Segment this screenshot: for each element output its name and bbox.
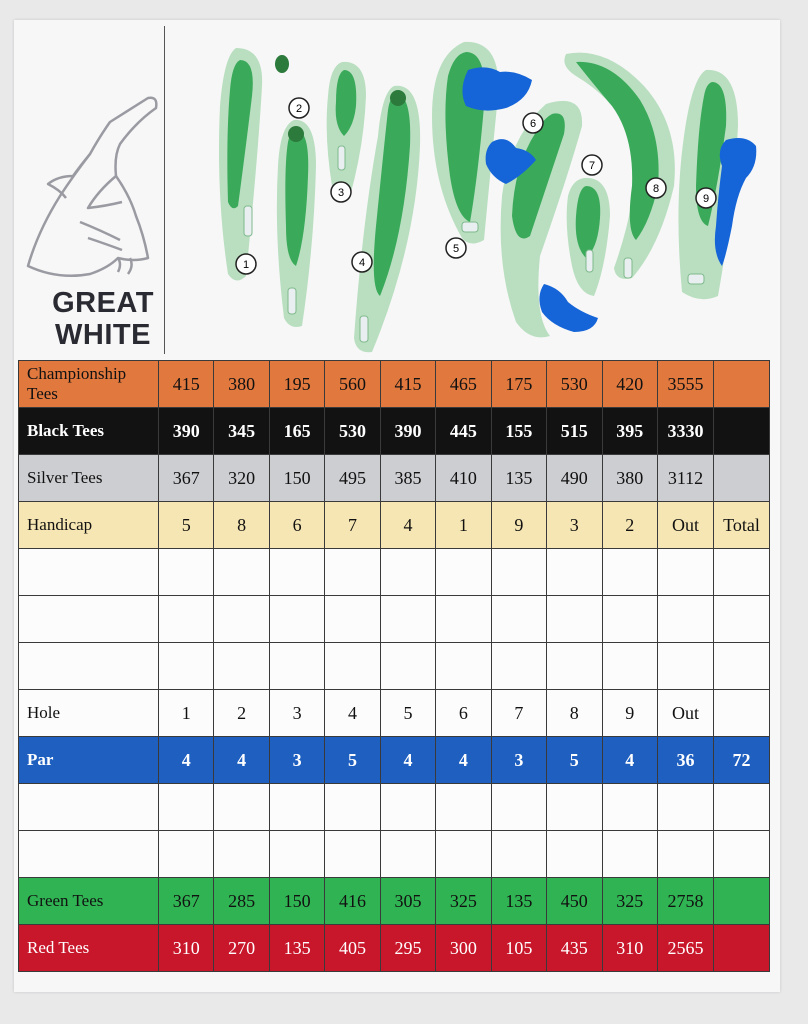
score-cell: 395 — [602, 408, 658, 455]
score-cell: Out — [658, 690, 714, 737]
svg-text:6: 6 — [529, 118, 537, 130]
score-cell: 560 — [325, 361, 380, 408]
hole-marker-6 — [523, 113, 543, 133]
score-cell: 195 — [269, 361, 324, 408]
score-cell: 7 — [491, 690, 546, 737]
score-cell: 5 — [547, 737, 602, 784]
score-cell[interactable] — [159, 643, 214, 690]
score-cell[interactable] — [325, 643, 380, 690]
score-cell: 325 — [436, 878, 491, 925]
score-cell — [714, 455, 770, 502]
score-cell: 415 — [380, 361, 435, 408]
score-cell: 390 — [159, 408, 214, 455]
score-cell — [714, 925, 770, 972]
score-cell: 9 — [491, 502, 546, 549]
score-cell: 416 — [325, 878, 380, 925]
hole-marker-7 — [582, 155, 602, 175]
course-map — [166, 26, 770, 354]
score-cell: 2758 — [658, 878, 714, 925]
score-cell: 380 — [214, 361, 269, 408]
svg-text:2: 2 — [295, 103, 303, 115]
score-cell: 450 — [547, 878, 602, 925]
score-cell[interactable] — [547, 596, 602, 643]
row-hole — [19, 690, 770, 737]
score-cell[interactable] — [547, 643, 602, 690]
score-cell: 410 — [436, 455, 491, 502]
scorecard-table — [18, 360, 770, 972]
score-cell[interactable] — [714, 596, 770, 643]
score-cell: 380 — [602, 455, 658, 502]
score-cell[interactable] — [159, 831, 214, 878]
row-hcp — [19, 502, 770, 549]
score-cell: 3555 — [658, 361, 714, 408]
score-cell: 1 — [436, 502, 491, 549]
row-label: Black Tees — [19, 408, 159, 455]
score-cell: 530 — [325, 408, 380, 455]
score-cell[interactable] — [214, 831, 269, 878]
score-cell[interactable] — [214, 549, 269, 596]
score-cell[interactable] — [491, 549, 546, 596]
score-cell: Out — [658, 502, 714, 549]
score-cell: 2 — [602, 502, 658, 549]
row-blank — [19, 643, 770, 690]
score-cell[interactable] — [269, 643, 324, 690]
score-cell: 390 — [380, 408, 435, 455]
score-cell: 320 — [214, 455, 269, 502]
score-cell: 36 — [658, 737, 714, 784]
hole-marker-2 — [289, 98, 309, 118]
hole-2-layout — [277, 120, 316, 327]
score-cell: 4 — [380, 502, 435, 549]
hole-marker-3 — [331, 182, 351, 202]
score-cell: 3330 — [658, 408, 714, 455]
hole-4-layout — [354, 86, 420, 352]
score-cell[interactable] — [380, 784, 435, 831]
score-cell[interactable] — [380, 643, 435, 690]
score-cell[interactable] — [491, 596, 546, 643]
score-cell[interactable] — [436, 831, 491, 878]
score-cell: 1 — [159, 690, 214, 737]
score-cell: 345 — [214, 408, 269, 455]
score-cell: 530 — [547, 361, 602, 408]
row-label: Hole — [19, 690, 159, 737]
score-cell[interactable] — [436, 643, 491, 690]
svg-text:7: 7 — [588, 160, 596, 172]
score-cell: 465 — [436, 361, 491, 408]
score-cell — [714, 408, 770, 455]
hole-marker-4 — [352, 252, 372, 272]
score-cell: 4 — [325, 690, 380, 737]
hole-7-layout — [567, 178, 610, 296]
score-cell[interactable] — [325, 549, 380, 596]
score-cell[interactable] — [658, 549, 714, 596]
score-cell: 4 — [380, 737, 435, 784]
score-cell[interactable] — [547, 784, 602, 831]
row-label — [19, 549, 159, 596]
score-cell[interactable] — [714, 831, 770, 878]
row-label: Silver Tees — [19, 455, 159, 502]
score-cell: 490 — [547, 455, 602, 502]
score-cell[interactable] — [214, 784, 269, 831]
score-cell: 415 — [159, 361, 214, 408]
score-cell[interactable] — [380, 596, 435, 643]
row-black — [19, 408, 770, 455]
row-champ — [19, 361, 770, 408]
score-cell[interactable] — [714, 643, 770, 690]
score-cell: 8 — [547, 690, 602, 737]
score-cell: 5 — [159, 502, 214, 549]
row-blank — [19, 784, 770, 831]
hole-marker-8 — [646, 178, 666, 198]
row-label — [19, 596, 159, 643]
score-cell[interactable] — [269, 596, 324, 643]
score-cell[interactable] — [380, 831, 435, 878]
score-cell: 515 — [547, 408, 602, 455]
score-cell[interactable] — [658, 596, 714, 643]
shark-logo-icon — [18, 26, 164, 296]
score-cell: 135 — [491, 455, 546, 502]
score-cell — [714, 690, 770, 737]
score-cell: 4 — [436, 737, 491, 784]
score-cell[interactable] — [269, 549, 324, 596]
score-cell: 6 — [269, 502, 324, 549]
score-cell: 310 — [602, 925, 658, 972]
row-silver — [19, 455, 770, 502]
score-cell[interactable] — [602, 784, 658, 831]
row-label — [19, 831, 159, 878]
score-cell[interactable] — [602, 643, 658, 690]
score-cell[interactable] — [436, 549, 491, 596]
score-cell[interactable] — [159, 784, 214, 831]
score-cell[interactable] — [380, 549, 435, 596]
row-blank — [19, 596, 770, 643]
score-cell[interactable] — [325, 784, 380, 831]
hole-marker-9 — [696, 188, 716, 208]
row-label: Handicap — [19, 502, 159, 549]
score-cell: 295 — [380, 925, 435, 972]
svg-text:8: 8 — [652, 183, 660, 195]
score-cell: 325 — [602, 878, 658, 925]
row-label — [19, 643, 159, 690]
score-cell[interactable] — [658, 643, 714, 690]
row-label: Green Tees — [19, 878, 159, 925]
score-cell[interactable] — [159, 549, 214, 596]
row-label: Championship Tees — [19, 361, 159, 408]
score-cell: 4 — [602, 737, 658, 784]
score-cell: 4 — [214, 737, 269, 784]
row-par — [19, 737, 770, 784]
row-label: Par — [19, 737, 159, 784]
score-cell[interactable] — [491, 784, 546, 831]
svg-text:1: 1 — [242, 259, 250, 271]
score-cell: 270 — [214, 925, 269, 972]
hole-9-layout — [678, 70, 756, 299]
score-cell: 165 — [269, 408, 324, 455]
score-cell: 367 — [159, 878, 214, 925]
score-cell: 135 — [269, 925, 324, 972]
score-cell: 5 — [380, 690, 435, 737]
score-cell[interactable] — [714, 549, 770, 596]
score-cell[interactable] — [436, 596, 491, 643]
row-red — [19, 925, 770, 972]
score-cell: 150 — [269, 455, 324, 502]
score-cell: Total — [714, 502, 770, 549]
hole-marker-1 — [236, 254, 256, 274]
score-cell: 5 — [325, 737, 380, 784]
score-cell: 3 — [269, 737, 324, 784]
brand-line2: WHITE — [55, 319, 151, 351]
svg-text:3: 3 — [337, 187, 345, 199]
score-cell — [714, 878, 770, 925]
score-cell: 2565 — [658, 925, 714, 972]
score-cell[interactable] — [269, 831, 324, 878]
score-cell: 367 — [159, 455, 214, 502]
score-cell: 135 — [491, 878, 546, 925]
hole-marker-5 — [446, 238, 466, 258]
score-cell: 495 — [325, 455, 380, 502]
svg-text:9: 9 — [702, 193, 710, 205]
score-cell: 3 — [269, 690, 324, 737]
score-cell: 300 — [436, 925, 491, 972]
score-cell[interactable] — [491, 831, 546, 878]
score-cell: 420 — [602, 361, 658, 408]
score-cell: 150 — [269, 878, 324, 925]
score-cell[interactable] — [547, 831, 602, 878]
score-cell: 2 — [214, 690, 269, 737]
score-cell: 155 — [491, 408, 546, 455]
score-cell: 3 — [547, 502, 602, 549]
row-blank — [19, 831, 770, 878]
score-cell — [714, 361, 770, 408]
score-cell[interactable] — [602, 549, 658, 596]
brand-line1: GREAT — [52, 287, 154, 319]
score-cell: 3112 — [658, 455, 714, 502]
score-cell: 305 — [380, 878, 435, 925]
score-cell: 8 — [214, 502, 269, 549]
logo-panel — [18, 26, 165, 354]
score-cell[interactable] — [214, 643, 269, 690]
row-label: Red Tees — [19, 925, 159, 972]
score-cell[interactable] — [658, 784, 714, 831]
score-cell[interactable] — [214, 596, 269, 643]
score-cell[interactable] — [269, 784, 324, 831]
score-cell[interactable] — [658, 831, 714, 878]
score-cell: 435 — [547, 925, 602, 972]
score-cell: 105 — [491, 925, 546, 972]
score-cell[interactable] — [436, 784, 491, 831]
score-cell[interactable] — [491, 643, 546, 690]
hole-3-layout — [327, 62, 366, 196]
score-cell[interactable] — [159, 596, 214, 643]
score-cell: 4 — [159, 737, 214, 784]
score-cell[interactable] — [602, 596, 658, 643]
score-cell[interactable] — [714, 784, 770, 831]
score-cell: 6 — [436, 690, 491, 737]
score-cell[interactable] — [325, 596, 380, 643]
score-cell[interactable] — [547, 549, 602, 596]
row-blank — [19, 549, 770, 596]
score-cell: 445 — [436, 408, 491, 455]
score-cell: 175 — [491, 361, 546, 408]
score-cell: 385 — [380, 455, 435, 502]
score-cell: 9 — [602, 690, 658, 737]
score-cell: 285 — [214, 878, 269, 925]
svg-text:4: 4 — [358, 257, 366, 269]
score-cell: 3 — [491, 737, 546, 784]
score-cell: 405 — [325, 925, 380, 972]
score-cell[interactable] — [325, 831, 380, 878]
score-cell: 7 — [325, 502, 380, 549]
score-cell: 310 — [159, 925, 214, 972]
row-green — [19, 878, 770, 925]
row-label — [19, 784, 159, 831]
score-cell[interactable] — [602, 831, 658, 878]
svg-text:5: 5 — [452, 243, 460, 255]
score-cell: 72 — [714, 737, 770, 784]
